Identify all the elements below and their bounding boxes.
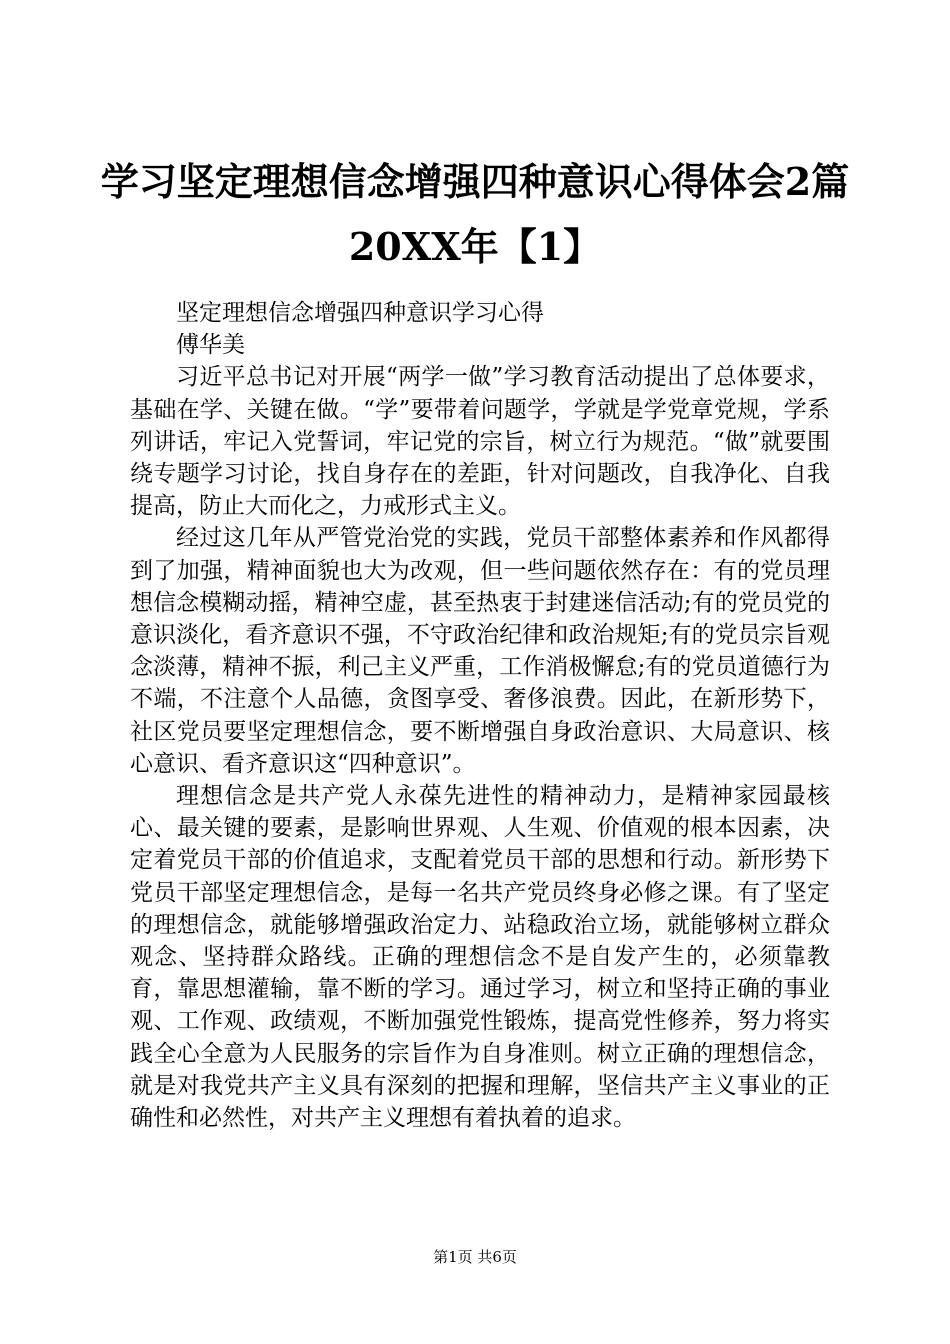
document-title-line-1: 学习坚定理想信念增强四种意识心得体会2篇: [100, 159, 850, 204]
document-subtitle: 坚定理想信念增强四种意识学习心得: [176, 300, 544, 326]
page-number-footer: 第1页 共6页: [433, 1248, 517, 1266]
paragraph: 经过这几年从严管党治党的实践，党员干部整体素养和作风都得到了加强，精神面貌也大为改观，但一些问题依然存在：有的党员理想信念模糊动摇，精神空虚，甚至热衷于封建迷信活动;有的党员党的意识淡化，看齐意识不强，不守政治纪律和政治规矩;有的党员宗旨观念淡薄，精神不振，利己主义严重，工作消极懈怠;有的党员道德行为不端，不注意个人品德，贪图享受、奢侈浪费。因此，在新形势下，社区党员要坚定理想信念，要不断增强自身政治意识、大局意识、核心意识、看齐意识这“四种意识”。: [130, 525, 830, 777]
document-title-line-2: 20XX年【1】: [348, 224, 602, 269]
paragraph: 习近平总书记对开展“两学一做”学习教育活动提出了总体要求，基础在学、关键在做。“学”要带着问题学，学就是学党章党规，学系列讲话，牢记入党誓词，牢记党的宗旨，树立行为规范。“做”就要围绕专题学习讨论，找自身存在的差距，针对问题改，自我净化、自我提高，防止大而化之，力戒形式主义。: [130, 364, 830, 520]
document-body: [130, 297, 830, 1134]
paragraph: 理想信念是共产党人永葆先进性的精神动力，是精神家园最核心、最关键的要素，是影响世界观、人生观、价值观的根本因素，决定着党员干部的价值追求，支配着党员干部的思想和行动。新形势下党员干部坚定理想信念，是每一名共产党员终身必修之课。有了坚定的理想信念，就能够增强政治定力、站稳政治立场，就能够树立群众观念、坚持群众路线。正确的理想信念不是自发产生的，必须靠教育，靠思想灌输，靠不断的学习。通过学习，树立和坚持正确的事业观、工作观、政绩观，不断加强党性锻炼，提高党性修养，努力将实践全心全意为人民服务的宗旨作为自身准则。树立正确的理想信念，就是对我党共产主义具有深刻的把握和理解，坚信共产主义事业的正确性和必然性，对共产主义理想有着执着的追求。: [130, 783, 830, 1132]
document-author: 傅华美: [176, 332, 245, 359]
